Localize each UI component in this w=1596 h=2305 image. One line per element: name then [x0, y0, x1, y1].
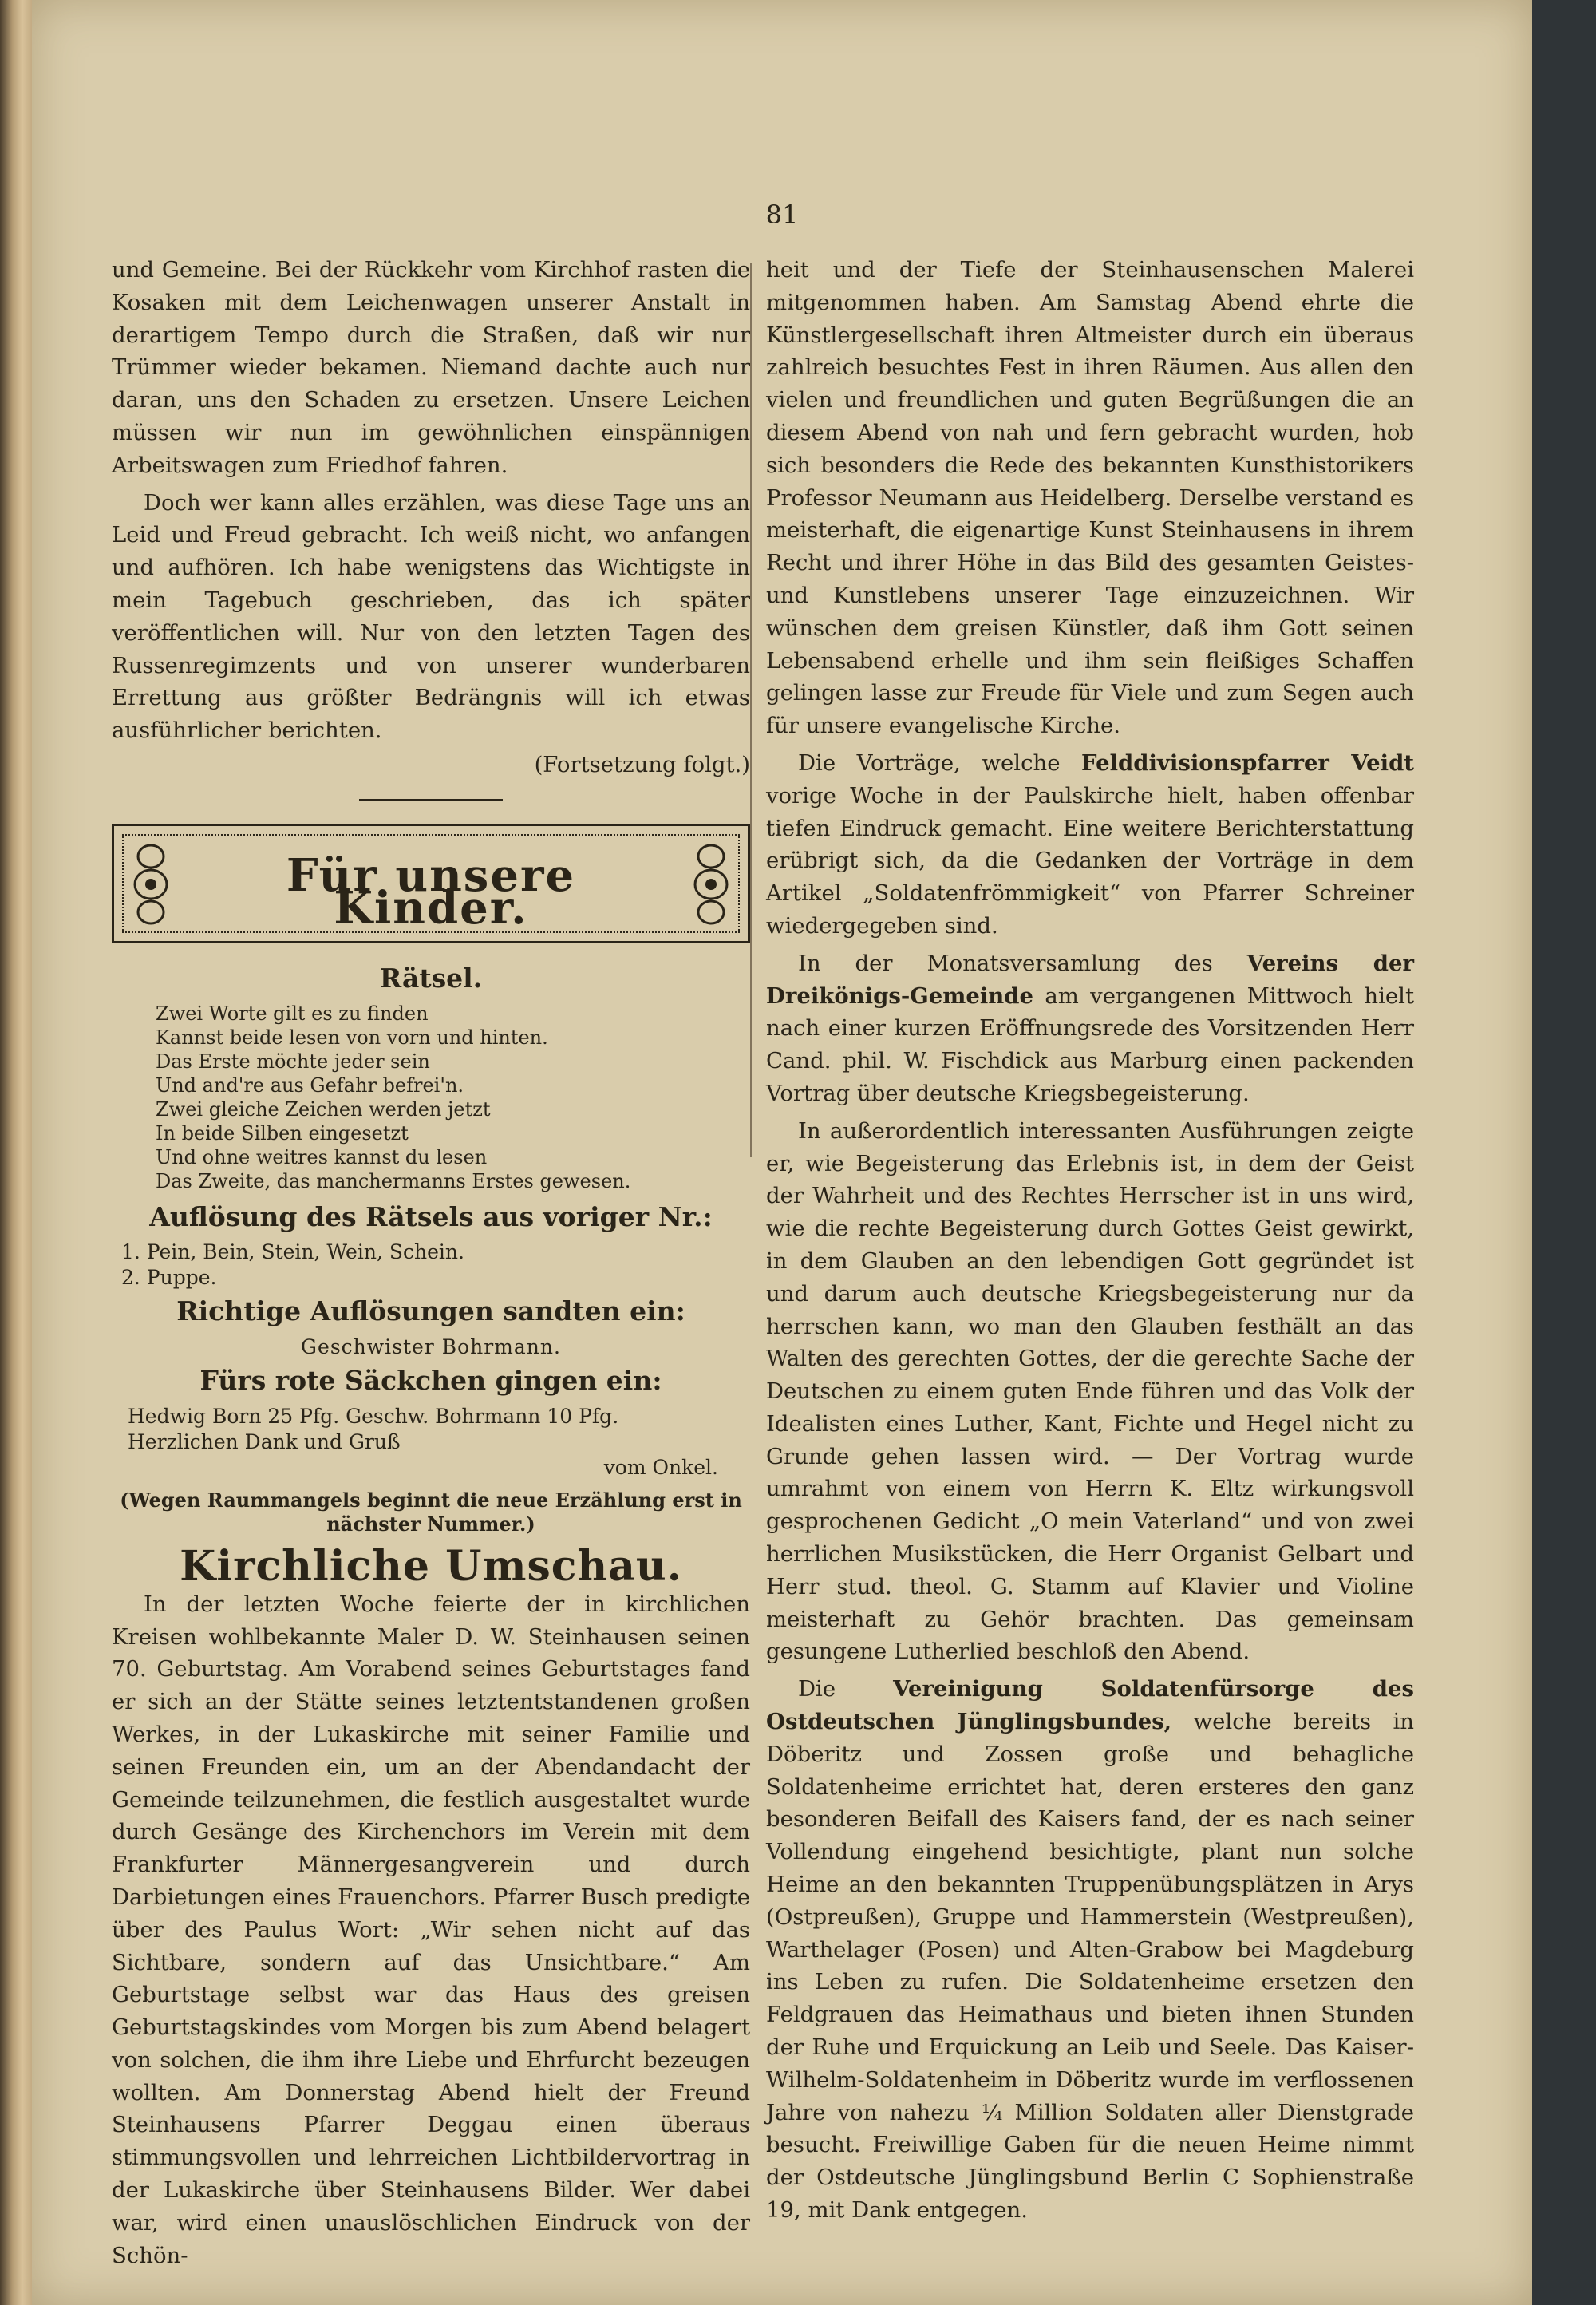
paragraph-lead: Die: [798, 1676, 836, 1702]
paragraph-body: welche bereits in Döberitz und Zossen große und behagliche Soldatenheime errichtet hat, deren ersteres den ganz besonderen Beifall des Kaisers fand, der es nach seiner Vollendung eingehend besichtigte, plant nun solche Heime an den bekannten Truppenübungsplätzen in Arys (Ostpreußen), Gruppe und Hammerstein (Westpreußen), Warthelager (Posen) und Alten-Grabow bei Magdeburg ins Leben zu rufen. Die Soldatenheime ersetzen den Feldgrauen das Heimathaus und bieten ihnen Stunden der Ruhe und Erquickung an Leib und Seele. Das Kaiser-Wilhelm-Soldatenheim in Döberitz wurde im verflossenen Jahre von nahezu ¼ Million Soldaten aller Dienstgrade besucht. Freiwillige Gaben für die neuen Heime nimmt der Ostdeutsche Jünglingsbund Berlin C Sophienstraße 19, mit Dank entgegen.: [766, 1709, 1414, 2224]
solution-line: 2. Puppe.: [121, 1266, 217, 1290]
riddle-line: Zwei Worte gilt es zu finden: [156, 1002, 429, 1025]
riddle-line: In beide Silben eingesetzt: [156, 1121, 409, 1145]
column-divider: [750, 263, 752, 1157]
riddle-line: Und and're aus Gefahr befrei'n.: [156, 1073, 464, 1097]
space-notice: (Wegen Raummangels beginnt die neue Erzählung erst in nächster Nummer.): [120, 1488, 742, 1536]
highlight-name: Vereins der Dreikönigs-Gemeinde: [766, 950, 1414, 1009]
right-column: [766, 254, 1414, 2232]
intro-paragraph-1: und Gemeine. Bei der Rückkehr vom Kirchhof rasten die Kosaken mit dem Leichenwagen unserer Anstalt in derartigem Tempo durch die Straßen, daß wir nur Trümmer wieder bekamen. Niemand dachte auch nur daran, uns den Schaden zu ersetzen. Unsere Leichen müssen wir nun im gewöhnlichen einspännigen Arbeitswagen zum Friedhof fahren.: [112, 257, 750, 478]
article-paragraph: [766, 1673, 1414, 2227]
article-paragraph: In außerordentlich interessanten Ausführungen zeigte er, wie Begeisterung das Erlebnis ist, in dem der Geist der Wahrheit und des Rechtes Herrscher ist in uns wird, wie die rechte Begeisterung durch Gottes Geist gewirkt, in dem Glauben an den lebendigen Gott gegründet ist und darum auch deutsche Kriegsbegeisterung nur da herrschen kann, wo man den Glauben festhält an das Walten des gerechten Gottes, der die gerechte Sache der Deutschen zu einem guten Ende führen und das Volk der Idealisten eines Luther, Kant, Fichte und Hegel nicht zu Grunde gehen lassen wird. — Der Vortrag wurde umrahmt von einem von Herrn K. Eltz wirkungsvoll gesprochenen Gedicht „O mein Vaterland“ und von zwei herrlichen Musikstücken, die Herr Organist Gelbart und Herr stud. theol. G. Stamm auf Klavier und Violine meisterhaft zu Gehör brachten. Das gemeinsam gesungene Lutherlied beschloß den Abend.: [766, 1117, 1414, 1665]
intro-paragraph-2: Doch wer kann alles erzählen, was diese Tage uns an Leid und Freud gebracht. Ich weiß nicht, wo anfangen und aufhören. Ich habe wenigstens das Wichtigste in mein Tagebuch geschrieben, das ich später veröffentlichen will. Nur von den letzten Tagen des Russenregimzents und von unserer wunderbaren Errettung aus größter Bedrängnis will ich etwas ausführlicher berichten.: [112, 489, 750, 744]
paragraph-lead: Die Vorträge, welche: [798, 749, 1061, 776]
solution-line: 1. Pein, Bein, Stein, Wein, Schein.: [121, 1240, 464, 1264]
church-review-title: Kirchliche Umschau.: [180, 1541, 682, 1591]
article-paragraph: [766, 747, 1414, 943]
paragraph-lead: In der Monatsversamlung des: [798, 950, 1213, 976]
riddle-line: Das Erste möchte jeder sein: [156, 1050, 430, 1073]
continued-note: (Fortsetzung folgt.): [534, 751, 750, 777]
signature-line: vom Onkel.: [603, 1455, 718, 1479]
book-spine-edge: [0, 0, 32, 2305]
newspaper-page: [32, 0, 1532, 2305]
highlight-name: Vereinigung Soldatenfürsorge des Ostdeutschen Jünglingsbundes,: [766, 1676, 1414, 1735]
page-number: 81: [765, 200, 799, 230]
highlight-name: Felddivisionspfarrer Veidt: [1081, 749, 1414, 776]
donations-line: Hedwig Born 25 Pfg. Geschw. Bohrmann 10 Pfg.: [128, 1404, 619, 1428]
riddle-line: Das Zweite, das manchermanns Erstes gewesen.: [156, 1169, 631, 1192]
left-column: [112, 254, 750, 2276]
article-paragraph: [766, 947, 1414, 1110]
ornament-right-icon: [687, 840, 735, 928]
correct-solvers-title: Richtige Auflösungen sandten ein:: [176, 1295, 685, 1327]
article-paragraph: heit und der Tiefe der Steinhausenschen Malerei mitgenommen haben. Am Samstag Abend ehrte die Künstlergesellschaft ihren Altmeister durch ein überaus zahlreich besuchtes Fest in ihren Räumen. Aus allen den vielen und freundlichen und guten Begrüßungen die an diesem Abend von nah und fern gebracht wurden, hob sich besonders die Rede des bekannten Kunsthistorikers Professor Neumann aus Heidelberg. Derselbe verstand es meisterhaft, die eigenartige Kunst Steinhausens in ihrem Recht und ihrer Höhe in das Bild des gesamten Geistes- und Kunstlebens unserer Tage einzuzeichnen. Wir wünschen dem greisen Künstler, daß ihm Gott seinen Lebensabend erhelle und ihm sein fleißiges Schaffen gelingen lasse zur Freude für Viele und zum Segen auch für unsere evangelische Kirche.: [766, 257, 1414, 739]
correct-solvers-names: Geschwister Bohrmann.: [301, 1335, 561, 1359]
riddle-title: Rätsel.: [379, 962, 483, 994]
ornament-left-icon: [127, 840, 175, 928]
section-rule: [359, 799, 503, 801]
solution-title: Auflösung des Rätsels aus voriger Nr.:: [149, 1200, 713, 1232]
riddle-line: Kannst beide lesen von vorn und hinten.: [156, 1026, 548, 1049]
thanks-line: Herzlichen Dank und Gruß: [128, 1429, 401, 1453]
church-review-paragraph: In der letzten Woche feierte der in kirchlichen Kreisen wohlbekannte Maler D. W. Steinhausen seinen 70. Geburtstag. Am Vorabend seines Geburtstages fand er sich an der Stätte seines letztentstandenen großen Werkes, in der Lukaskirche mit seiner Familie und seinen Freunden ein, um an der Abendandacht der Gemeinde teilzunehmen, die festlich ausgestaltet wurde durch Gesänge des Kirchenchors im Verein mit dem Frankfurter Männergesangverein und durch Darbietungen eines Frauenchors. Pfarrer Busch predigte über des Paulus Wort: „Wir sehen nicht auf das Sichtbare, sondern auf das Unsichtbare.“ Am Geburtstage selbst war das Haus des greisen Geburtstagskindes vom Morgen bis zum Abend belagert von solchen, die ihm ihre Liebe und Ehrfurcht bezeugen wollten. Am Donnerstag Abend hielt der Freund Steinhausens Pfarrer Deggau einen überaus stimmungsvollen und lehrreichen Lichtbildervortrag in der Lukaskirche über Steinhausens Bilder. Wer dabei war, wird einen unauslöschlichen Eindruck von der Schön-: [112, 1591, 750, 2268]
red-bag-title: Fürs rote Säckchen gingen ein:: [200, 1365, 662, 1397]
riddle-line: Und ohne weitres kannst du lesen: [156, 1145, 488, 1168]
kids-section-title: Für unsere Kinder.: [286, 848, 576, 935]
riddle-verse: [112, 1002, 750, 1193]
paragraph-body: vorige Woche in der Paulskirche hielt, haben offenbar tiefen Eindruck gemacht. Eine weitere Berichterstattung erübrigt sich, da die Gedanken der Vorträge in dem Artikel „Soldatenfrömmigkeit“ von Pfarrer Schreiner wiedergegeben sind.: [766, 782, 1414, 939]
kids-section-banner: [112, 824, 750, 943]
riddle-line: Zwei gleiche Zeichen werden jetzt: [156, 1097, 491, 1121]
paragraph-body: am vergangenen Mittwoch hielt nach einer kurzen Eröffnungsrede des Vorsitzenden Herr Cand. phil. W. Fischdick aus Marburg einen packenden Vortrag über deutsche Kriegsbegeisterung.: [766, 982, 1414, 1106]
